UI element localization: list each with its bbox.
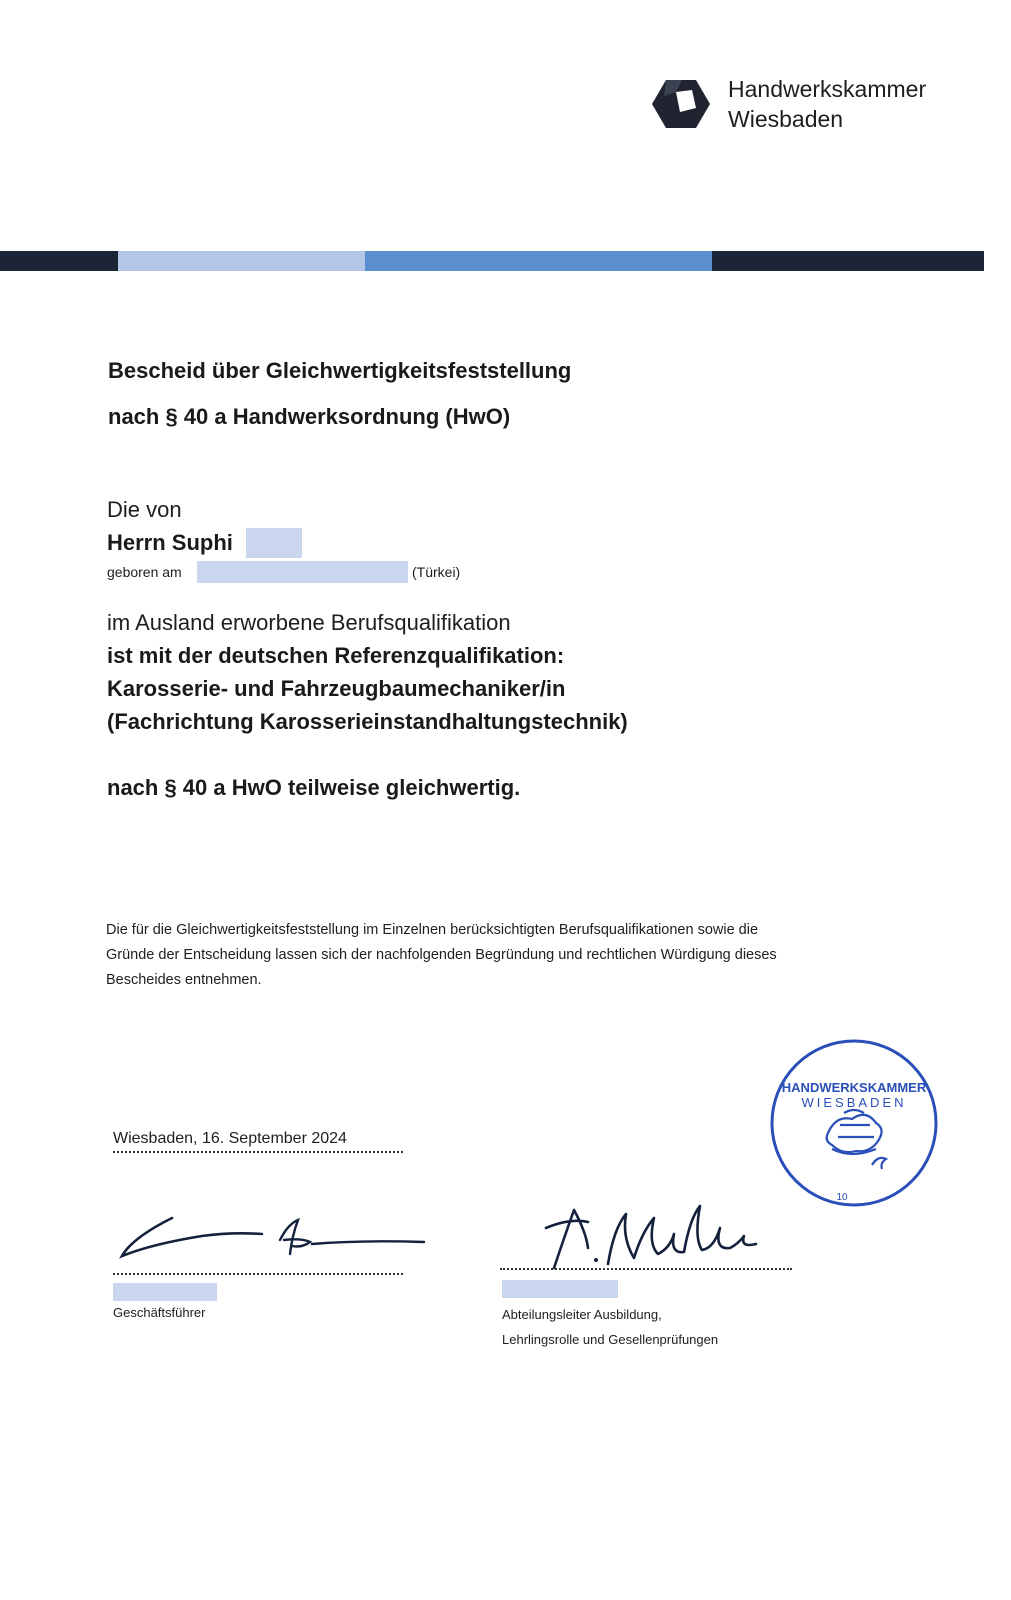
stripe-mid-blue [365, 251, 712, 271]
organization-name [728, 74, 926, 134]
explanatory-note [106, 918, 906, 993]
qualification-line1: im Ausland erworbene Berufsqualifikation [107, 610, 511, 635]
header-color-stripe [0, 243, 990, 275]
intro-text: Die von [107, 497, 182, 522]
place-date-underline [113, 1151, 403, 1153]
redacted-surname [246, 528, 302, 558]
note-line3: Bescheides entnehmen. [106, 972, 262, 988]
stamp-text-top: HANDWERKSKAMMER [781, 1080, 927, 1095]
signature-right-handwriting [530, 1188, 790, 1278]
qualification-block [107, 606, 628, 738]
stamp-text-city: WIESBADEN [801, 1095, 907, 1110]
chamber-logo-icon [652, 78, 710, 130]
organization-name-line2: Wiesbaden [728, 106, 844, 132]
stripe-light-blue [118, 251, 365, 271]
qualification-line2: ist mit der deutschen Referenzqualifikation: [107, 643, 565, 668]
stamp-number: 10 [836, 1192, 848, 1203]
born-country: (Türkei) [412, 564, 461, 580]
signature-right-role-line1: Abteilungsleiter Ausbildung, [502, 1307, 662, 1322]
signature-right-role [502, 1302, 718, 1352]
title-line2: nach § 40 a Handwerksordnung (HwO) [108, 404, 511, 429]
redacted-birth-details [197, 561, 408, 583]
qualification-line3: Karosserie- und Fahrzeugbaumechaniker/in [107, 676, 566, 701]
person-name: Herrn Suphi [107, 530, 233, 555]
title-line1: Bescheid über Gleichwertigkeitsfeststellung [108, 358, 572, 383]
official-stamp [768, 1037, 940, 1209]
place-date: Wiesbaden, 16. September 2024 [113, 1130, 347, 1147]
redacted-left-signer-name [113, 1283, 217, 1301]
decision-result: nach § 40 a HwO teilweise gleichwertig. [107, 775, 521, 800]
signature-right-role-line2: Lehrlingsrolle und Gesellenprüfungen [502, 1332, 719, 1347]
stripe-dark-right [712, 251, 984, 271]
organization-name-line1: Handwerkskammer [728, 76, 927, 102]
signature-left-handwriting [112, 1210, 432, 1270]
note-line1: Die für die Gleichwertigkeitsfeststellung im Einzelnen berücksichtigten Berufsqualifikationen sowie die [106, 922, 759, 938]
stripe-dark-left [0, 251, 118, 271]
document-title [108, 348, 571, 440]
note-line2: Gründe der Entscheidung lassen sich der nachfolgenden Begründung und rechtlichen Würdigung dieses [106, 947, 777, 963]
signature-left-role: Geschäftsführer [113, 1305, 206, 1320]
signature-left-line [113, 1273, 403, 1275]
redacted-right-signer-name [502, 1280, 618, 1298]
stamp-lion-emblem-icon [827, 1110, 886, 1169]
born-label: geboren am [107, 564, 182, 580]
signature-right-line [500, 1268, 792, 1270]
qualification-line4: (Fachrichtung Karosserieinstandhaltungstechnik) [107, 709, 628, 734]
